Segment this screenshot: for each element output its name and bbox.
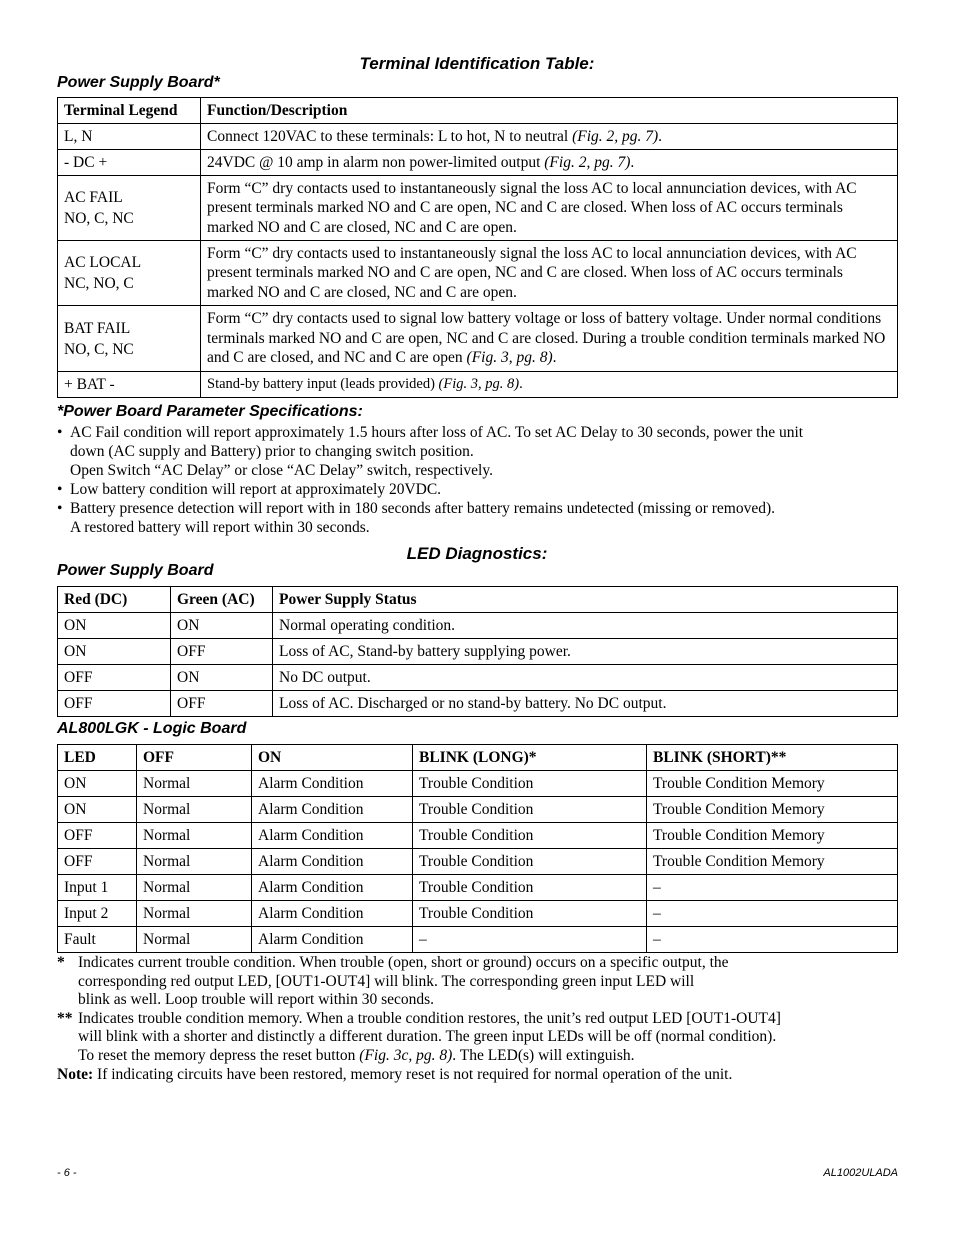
table-header-row (58, 587, 898, 613)
table-row: Input 2 Normal Alarm Condition Trouble Condition – (58, 901, 898, 927)
document-id: AL1002ULADA (823, 1167, 898, 1179)
terminal-description: Stand-by battery input (leads provided) (Fig. 3, pg. 8). (201, 372, 898, 398)
table-row (58, 306, 898, 372)
table-row: OFF Normal Alarm Condition Trouble Condition Trouble Condition Memory (58, 823, 898, 849)
terminal-description: Form “C” dry contacts used to instantaneously signal the loss AC to local annunciation devices, with AC present terminals marked NO and C are open, NC and C are closed. When loss of AC occurs terminals marked NO and C are closed, NC and C are open. (201, 241, 898, 306)
terminal-description: Form “C” dry contacts used to signal low battery voltage or loss of battery voltage. Under normal conditions terminals marked NO and C are open, NC and C are closed. During a trouble condition terminals marked NO and C are closed, and NC and C are open (Fig. 3, pg. 8). (201, 306, 898, 372)
table-row (58, 150, 898, 176)
column-header: BLINK (SHORT)** (647, 745, 898, 771)
terminal-legend: BAT FAIL NO, C, NC (58, 306, 201, 372)
table-row (58, 241, 898, 306)
terminal-description: 24VDC @ 10 amp in alarm non power-limited output (Fig. 2, pg. 7). (201, 150, 898, 176)
logic-board-heading: AL800LGK - Logic Board (57, 720, 247, 737)
terminal-section-heading: Power Supply Board* (57, 74, 220, 91)
table-row (58, 124, 898, 150)
specs-heading: *Power Board Parameter Specifications: (57, 403, 363, 420)
psb-led-table (57, 586, 898, 717)
terminal-table (57, 97, 898, 398)
column-header: OFF (137, 745, 252, 771)
table-header-row (58, 98, 898, 124)
column-header: BLINK (LONG)* (413, 745, 647, 771)
table-row (58, 176, 898, 241)
table-row (58, 372, 898, 398)
terminal-legend: AC LOCAL NC, NO, C (58, 241, 201, 306)
page-number: - 6 - (57, 1167, 77, 1179)
led-diagnostics-title: LED Diagnostics: (406, 544, 548, 563)
column-header: Power Supply Status (273, 587, 898, 613)
footnotes (57, 954, 902, 1084)
column-header: ON (252, 745, 413, 771)
table-row: ON OFF Loss of AC, Stand-by battery supplying power. (58, 639, 898, 665)
logic-board-table (57, 744, 898, 953)
page-title: Terminal Identification Table: (359, 54, 595, 73)
column-header: Green (AC) (171, 587, 273, 613)
column-header: Terminal Legend (58, 98, 201, 124)
table-row: Input 1 Normal Alarm Condition Trouble Condition – (58, 875, 898, 901)
table-row: OFF Normal Alarm Condition Trouble Condition Trouble Condition Memory (58, 849, 898, 875)
specs-list (57, 423, 902, 537)
table-row: ON Normal Alarm Condition Trouble Condition Trouble Condition Memory (58, 771, 898, 797)
column-header: Red (DC) (58, 587, 171, 613)
note: Note: If indicating circuits have been restored, memory reset is not required for normal operation of the unit. (57, 1065, 733, 1083)
list-item: • Low battery condition will report at approximately 20VDC. (57, 481, 442, 498)
terminal-description: Form “C” dry contacts used to instantaneously signal the loss AC to local annunciation devices, with AC present terminals marked NO and C are open, NC and C are closed. When loss of AC occurs terminals marked NO and C are closed, NC and C are open. (201, 176, 898, 241)
terminal-legend: + BAT - (58, 372, 201, 398)
terminal-legend: L, N (58, 124, 201, 150)
column-header: LED (58, 745, 137, 771)
list-item: • AC Fail condition will report approximately 1.5 hours after loss of AC. To set AC Delay to 30 seconds, power the unit down (AC supply and Battery) prior to changing switch position. Open Switch “AC Delay” or close “AC Delay” switch, respectively. (57, 424, 804, 479)
psb-led-heading: Power Supply Board (57, 562, 214, 579)
terminal-description: Connect 120VAC to these terminals: L to hot, N to neutral (Fig. 2, pg. 7). (201, 124, 898, 150)
table-row: ON ON Normal operating condition. (58, 613, 898, 639)
table-row: Fault Normal Alarm Condition – – (58, 927, 898, 953)
list-item: • Battery presence detection will report with in 180 seconds after battery remains undetected (missing or removed). A restored battery will report within 30 seconds. (57, 500, 776, 536)
terminal-legend: AC FAIL NO, C, NC (58, 176, 201, 241)
table-header-row (58, 745, 898, 771)
table-row: OFF OFF Loss of AC. Discharged or no stand-by battery. No DC output. (58, 691, 898, 717)
table-row: OFF ON No DC output. (58, 665, 898, 691)
column-header: Function/Description (201, 98, 898, 124)
table-row: ON Normal Alarm Condition Trouble Condition Trouble Condition Memory (58, 797, 898, 823)
footnote-single-asterisk: * Indicates current trouble condition. When trouble (open, short or ground) occurs on a specific output, the corresponding red output LED, [OUT1-OUT4] will blink. The corresponding green input LED will blink as well. Loop trouble will report within 30 seconds. (57, 954, 729, 1009)
terminal-legend: - DC + (58, 150, 201, 176)
footnote-double-asterisk: ** Indicates trouble condition memory. When a trouble condition restores, the unit’s red output LED [OUT1-OUT4] will blink with a shorter and distinctly a different duration. The green input LEDs will be off (normal condition). To reset the memory depress the reset button (Fig. 3c, pg. 8). The LED(s) will extinguish. (57, 1009, 781, 1064)
